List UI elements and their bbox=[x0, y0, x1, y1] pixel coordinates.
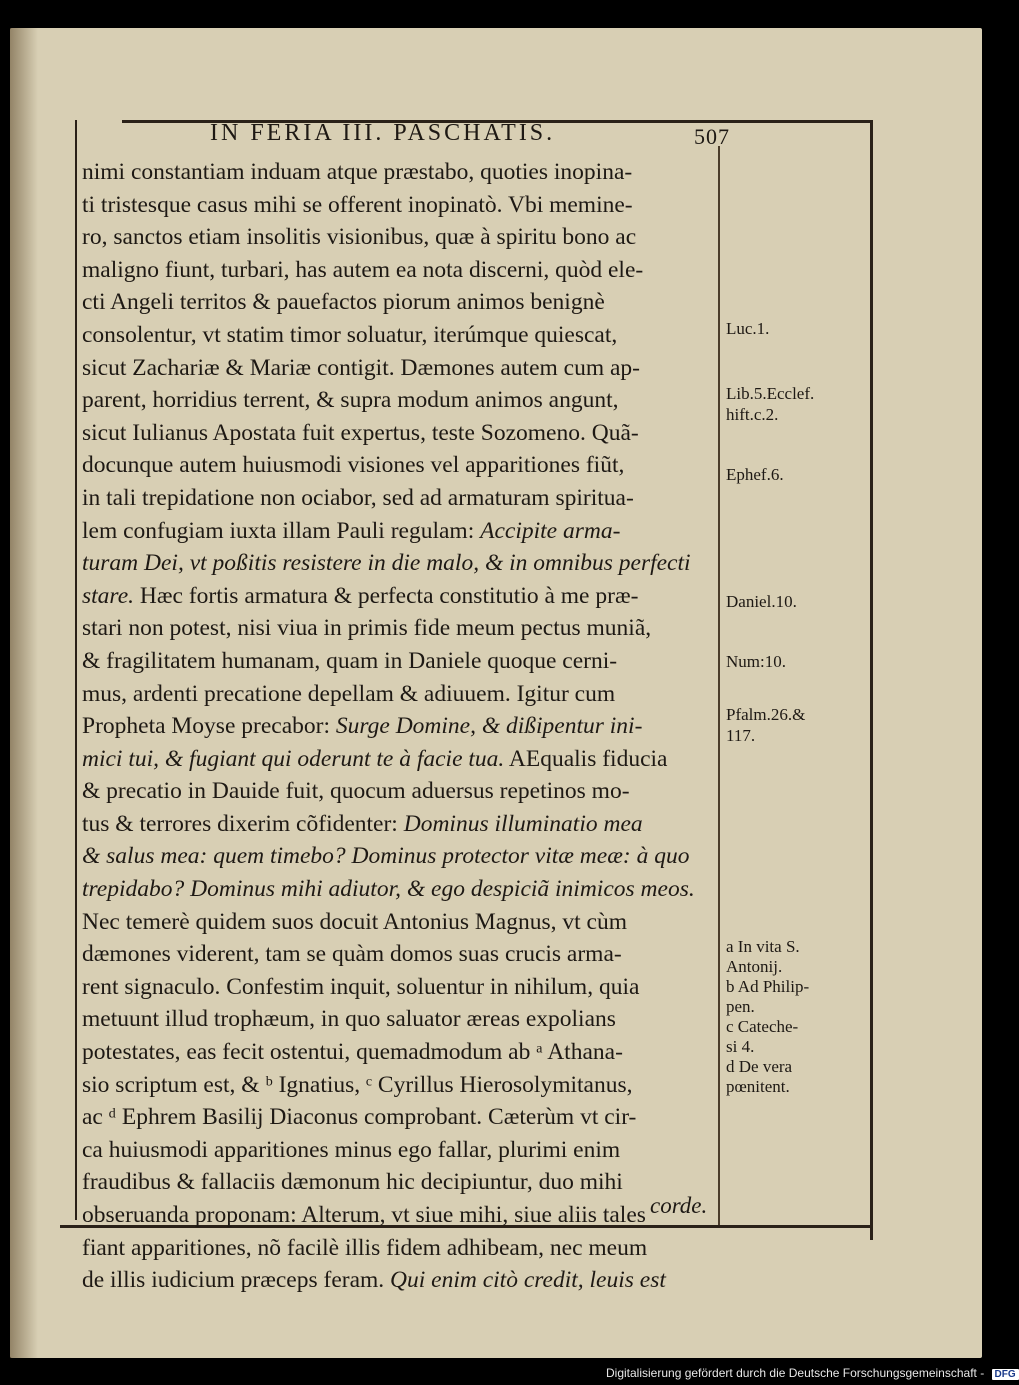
text-segment: ro, sanctos etiam insolitis visionibus, quæ à spiritu bono ac bbox=[82, 224, 637, 251]
text-line bbox=[82, 1232, 712, 1265]
text-line bbox=[82, 547, 712, 580]
text-segment: stari non potest, nisi viua in primis fide meum pectus muniã, bbox=[82, 615, 652, 642]
text-line bbox=[82, 873, 712, 906]
text-segment: fraudibus & fallaciis dæmonum hic decipiuntur, duo mihi bbox=[82, 1169, 623, 1196]
text-line bbox=[82, 710, 712, 743]
text-segment: sicut Iulianus Apostata fuit expertus, teste Sozomeno. Quã- bbox=[82, 419, 639, 446]
margin-note-psalm-cont: 117. bbox=[726, 726, 756, 745]
text-segment: docunque autem huiusmodi visiones vel apparitiones fiũt, bbox=[82, 452, 625, 479]
text-line bbox=[82, 1101, 712, 1134]
italic-quotation: stare. bbox=[82, 582, 135, 609]
text-segment: dæmones viderent, tam se quàm domos suas crucis arma- bbox=[82, 941, 622, 968]
italic-quotation: trepidabo? Dominus mihi adiutor, & ego despiciã inimicos meos. bbox=[82, 876, 695, 903]
text-line bbox=[82, 938, 712, 971]
text-segment: fiant apparitiones, nõ facilè illis fidem adhibeam, nec meum bbox=[82, 1234, 648, 1261]
margin-note-daniel: Daniel.10. bbox=[726, 592, 797, 611]
text-line bbox=[82, 840, 712, 873]
text-line bbox=[82, 254, 712, 287]
margin-note-b: b Ad Philip- bbox=[726, 977, 810, 996]
text-segment: cti Angeli territos & pauefactos piorum animos benignè bbox=[82, 289, 605, 316]
text-segment: mus, ardenti precatione depellam & adiuuem. Igitur cum bbox=[82, 680, 616, 707]
text-segment: nimi constantiam induam atque præstabo, quoties inopina- bbox=[82, 159, 633, 185]
italic-quotation: turam Dei, vt poßitis resistere in die malo, & in omnibus perfecti bbox=[82, 550, 691, 577]
italic-quotation: Accipite arma- bbox=[480, 517, 621, 544]
text-segment: rent signaculo. Confestim inquit, soluentur in nihilum, quia bbox=[82, 973, 640, 1000]
text-line bbox=[82, 1003, 712, 1036]
text-segment: consolentur, vt statim timor soluatur, iterúmque quiescat, bbox=[82, 321, 618, 348]
margin-note-num: Num:10. bbox=[726, 652, 786, 671]
text-line bbox=[82, 1069, 712, 1102]
text-line bbox=[82, 612, 712, 645]
margin-note-psalm: Pfalm.26.& bbox=[726, 705, 806, 724]
text-segment: obseruanda proponam: Alterum, vt siue mihi, siue aliis tales bbox=[82, 1202, 646, 1228]
text-segment: ac ᵈ Ephrem Basilij Diaconus comprobant. Cæterùm vt cir- bbox=[82, 1104, 637, 1131]
text-line bbox=[82, 775, 712, 808]
margin-note-a: a In vita S. bbox=[726, 937, 800, 956]
text-line bbox=[82, 1199, 712, 1232]
text-line bbox=[82, 743, 712, 776]
margin-note-lib: Lib.5.Ecclef. bbox=[726, 384, 815, 403]
italic-quotation: & salus mea: quem timebo? Dominus protector vitæ meæ: à quo bbox=[82, 843, 690, 870]
text-line bbox=[82, 482, 712, 515]
margin-note-c: c Cateche- bbox=[726, 1017, 799, 1036]
left-border-rule bbox=[75, 120, 77, 1220]
text-line bbox=[82, 156, 712, 189]
text-line bbox=[82, 515, 712, 548]
text-segment: Hæc fortis armatura & perfecta constitutio à me præ- bbox=[134, 582, 639, 609]
margin-note-b-cont: pen. bbox=[726, 997, 755, 1016]
margin-note-d: d De vera bbox=[726, 1057, 793, 1076]
text-line bbox=[82, 189, 712, 222]
text-segment: metuunt illud trophæum, in quo saluator æreas expolians bbox=[82, 1006, 616, 1033]
margin-note-hist: hift.c.2. bbox=[726, 405, 779, 424]
text-segment: ti tristesque casus mihi se offerent inopinatò. Vbi memine- bbox=[82, 191, 633, 218]
margin-note-luc: Luc.1. bbox=[726, 319, 770, 338]
catchword: corde. bbox=[650, 1193, 708, 1218]
running-header bbox=[210, 120, 730, 152]
text-segment: parent, horridius terrent, & supra modum animos angunt, bbox=[82, 387, 619, 414]
text-segment: Propheta Moyse precabor: bbox=[82, 713, 336, 740]
funding-footer bbox=[606, 1366, 1019, 1380]
text-segment: & precatio in Dauide fuit, quocum aduersus repetinos mo- bbox=[82, 778, 630, 805]
text-line bbox=[82, 1134, 712, 1167]
text-segment: lem confugiam iuxta illam Pauli regulam: bbox=[82, 517, 481, 544]
text-segment: ca huiusmodi apparitiones minus ego fallar, plurimi enim bbox=[82, 1136, 621, 1163]
text-line bbox=[82, 971, 712, 1004]
italic-quotation: mici tui, & fugiant qui oderunt te à facie tua. bbox=[82, 745, 505, 772]
text-segment: & fragilitatem humanam, quam in Daniele quoque cerni- bbox=[82, 647, 618, 674]
margin-note-ephes: Ephef.6. bbox=[726, 465, 784, 484]
text-segment: potestates, eas fecit ostentui, quemadmodum ab ᵃ Athana- bbox=[82, 1039, 623, 1066]
text-line bbox=[82, 417, 712, 450]
running-title: IN FERIA III. PASCHATIS. bbox=[210, 120, 556, 146]
page-number: 507 bbox=[694, 124, 730, 149]
italic-quotation: Surge Domine, & dißipentur ini- bbox=[335, 713, 643, 740]
text-segment: de illis iudicium præceps feram. bbox=[82, 1267, 391, 1294]
body-text bbox=[82, 156, 712, 1297]
text-segment: sicut Zachariæ & Mariæ contigit. Dæmones autem cum ap- bbox=[82, 354, 640, 381]
book-page bbox=[10, 28, 982, 1358]
text-line bbox=[82, 1264, 712, 1297]
text-segment: Nec temerè quidem suos docuit Antonius Magnus, vt cùm bbox=[82, 908, 627, 935]
margin-note-d-cont: pœnitent. bbox=[726, 1077, 790, 1096]
text-segment: maligno fiunt, turbari, has autem ea nota discerni, quòd ele- bbox=[82, 256, 644, 283]
text-segment: sio scriptum est, & ᵇ Ignatius, ᶜ Cyrillus Hierosolymitanus, bbox=[82, 1071, 633, 1098]
margin-note-a-cont: Antonij. bbox=[726, 957, 783, 976]
margin-divider-rule bbox=[718, 146, 720, 1226]
margin-note-c-cont: si 4. bbox=[726, 1037, 755, 1056]
text-line bbox=[82, 1036, 712, 1069]
text-line bbox=[82, 808, 712, 841]
dfg-logo: DFG bbox=[992, 1369, 1019, 1380]
text-line bbox=[82, 286, 712, 319]
text-line bbox=[82, 906, 712, 939]
text-line bbox=[82, 678, 712, 711]
text-segment: AEqualis fiducia bbox=[504, 745, 668, 772]
text-line bbox=[82, 449, 712, 482]
text-line bbox=[82, 384, 712, 417]
italic-quotation: Qui enim citò credit, leuis est bbox=[390, 1267, 666, 1294]
text-segment: tus & terrores dixerim cõfidenter: bbox=[82, 810, 404, 837]
italic-quotation: Dominus illuminatio mea bbox=[403, 810, 643, 837]
text-line bbox=[82, 645, 712, 678]
text-line bbox=[82, 221, 712, 254]
right-border-rule bbox=[870, 120, 873, 1240]
text-line bbox=[82, 319, 712, 352]
text-line bbox=[82, 1166, 712, 1199]
text-line bbox=[82, 352, 712, 385]
text-line bbox=[82, 580, 712, 613]
text-segment: in tali trepidatione non ociabor, sed ad armaturam spiritua- bbox=[82, 484, 634, 511]
funding-text: Digitalisierung gefördert durch die Deutsche Forschungsgemeinschaft - bbox=[606, 1366, 985, 1380]
